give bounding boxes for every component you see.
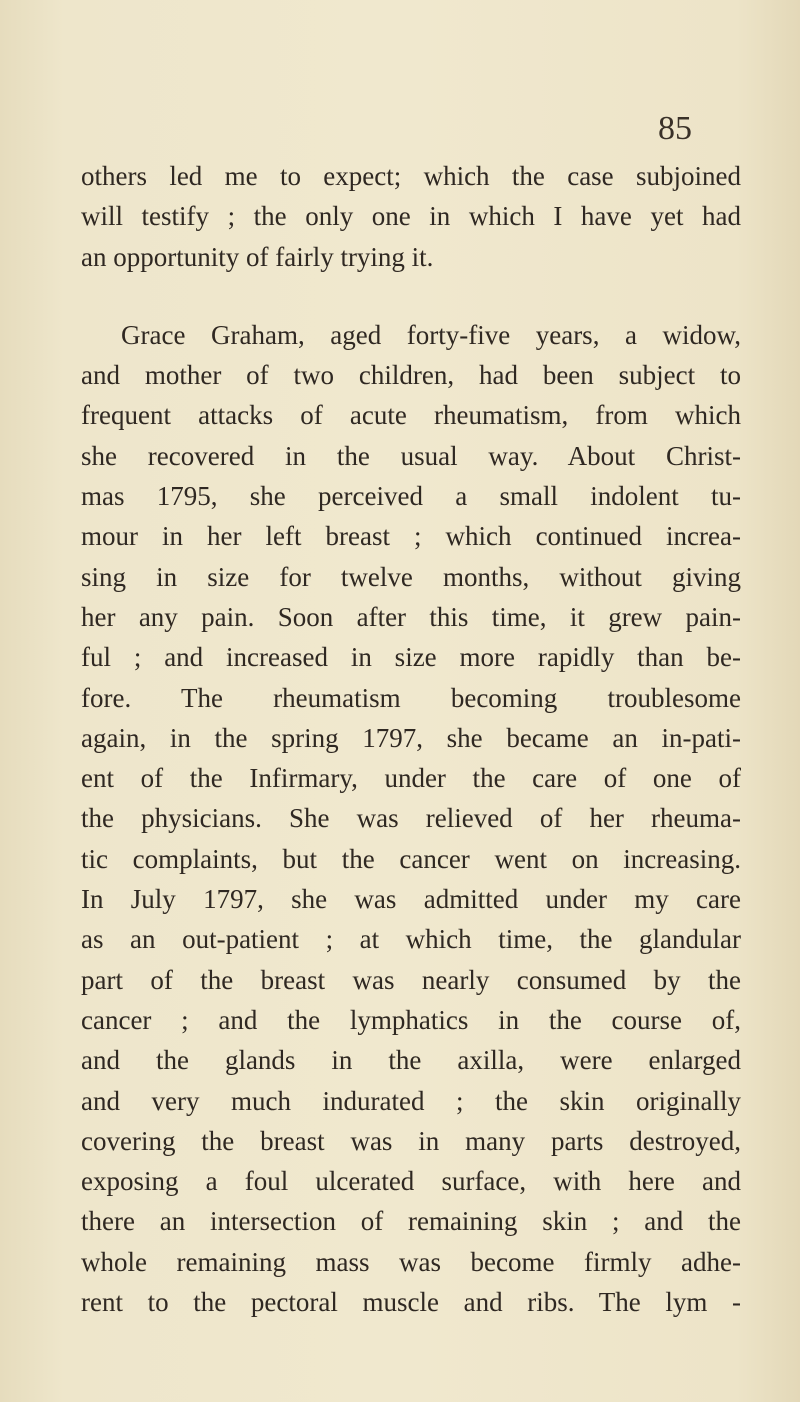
text-line: and the glands in the axilla, were enlarged <box>81 1045 741 1076</box>
text-line: ful ; and increased in size more rapidly than be- <box>81 642 741 673</box>
paragraph-1 <box>81 156 741 277</box>
text-line: part of the breast was nearly consumed by the <box>81 964 741 995</box>
text-line: rent to the pectoral muscle and ribs. The lym - <box>81 1287 741 1318</box>
text-line: sing in size for twelve months, without giving <box>81 561 741 592</box>
text-line: fore. The rheumatism becoming troublesome <box>81 682 741 713</box>
text-line: an opportunity of fairly trying it. <box>81 241 434 272</box>
text-line: again, in the spring 1797, she became an in-pati- <box>81 722 741 753</box>
text-line: exposing a foul ulcerated surface, with here and <box>81 1166 741 1197</box>
text-line: Grace Graham, aged forty-five years, a widow, <box>121 319 741 350</box>
text-line: whole remaining mass was become firmly adhe- <box>81 1246 741 1277</box>
text-line: tic complaints, but the cancer went on increasing. <box>81 843 741 874</box>
text-line: mas 1795, she perceived a small indolent tu- <box>81 481 741 512</box>
text-line: and very much indurated ; the skin originally <box>81 1085 741 1116</box>
body-text <box>81 156 741 1322</box>
text-line: her any pain. Soon after this time, it grew pain- <box>81 601 741 632</box>
text-line: others led me to expect; which the case subjoined <box>81 161 741 191</box>
paragraph-gap <box>81 277 741 315</box>
text-line: frequent attacks of acute rheumatism, from which <box>81 400 741 431</box>
text-line: there an intersection of remaining skin ; and the <box>81 1206 741 1237</box>
text-line: In July 1797, she was admitted under my care <box>81 884 741 915</box>
text-line: cancer ; and the lymphatics in the course of, <box>81 1004 741 1035</box>
text-line: as an out-patient ; at which time, the glandular <box>81 924 741 955</box>
text-line: mour in her left breast ; which continued increa- <box>81 521 741 552</box>
text-line: and mother of two children, had been subject to <box>81 360 741 391</box>
text-line: covering the breast was in many parts destroyed, <box>81 1125 741 1156</box>
page-number: 85 <box>658 110 692 147</box>
text-line: the physicians. She was relieved of her rheuma- <box>81 803 741 834</box>
text-line: ent of the Infirmary, under the care of one of <box>81 763 741 794</box>
text-line: will testify ; the only one in which I have yet had <box>81 201 741 232</box>
text-line: she recovered in the usual way. About Christ- <box>81 440 741 471</box>
paragraph-2 <box>81 315 741 1322</box>
